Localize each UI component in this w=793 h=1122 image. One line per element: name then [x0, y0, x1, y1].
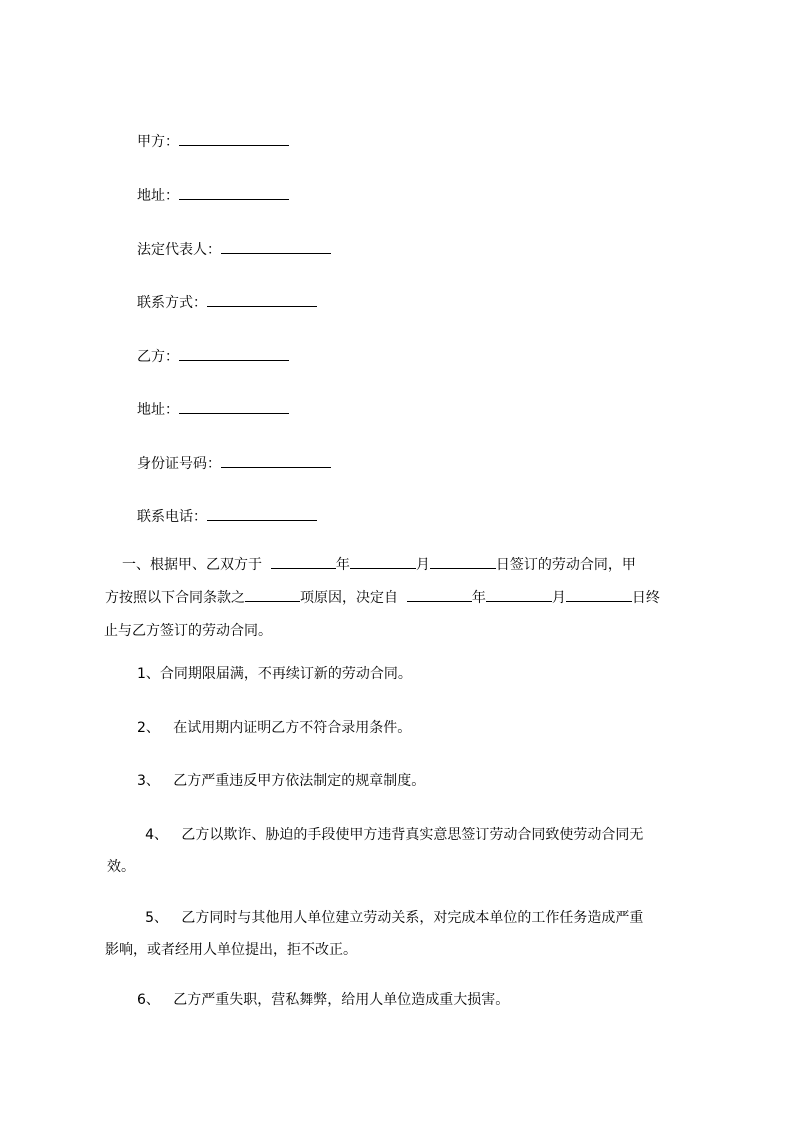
- contact-phone-blank[interactable]: [207, 506, 317, 521]
- item-continuation: 影响，或者经用人单位提出，拒不改正。: [105, 942, 357, 958]
- item-number: 4、: [145, 827, 168, 843]
- paragraph-line-1: [105, 550, 700, 580]
- paragraph-line-3: [104, 616, 700, 646]
- id-number-blank[interactable]: [221, 453, 331, 468]
- legal-representative-field: [137, 239, 331, 259]
- end-year-blank[interactable]: [407, 587, 472, 602]
- item-text: 乙方严重失职，营私舞弊，给用人单位造成重大损害。: [173, 992, 510, 1008]
- paragraph-text-1: 一、根据甲、乙双方于: [122, 557, 262, 573]
- end-year-label: 年: [471, 590, 486, 606]
- party-b-label: 乙方：: [137, 349, 179, 365]
- clause-blank[interactable]: [245, 587, 300, 602]
- party-a-label: 甲方：: [137, 134, 179, 150]
- paragraph-text-4: 止与乙方签订的劳动合同。: [104, 623, 272, 639]
- legal-representative-label: 法定代表人：: [137, 242, 221, 258]
- paragraph-text-3: 项原因，决定自: [300, 590, 398, 606]
- contact-method-blank[interactable]: [207, 292, 317, 307]
- sign-year-label: 年: [335, 557, 350, 573]
- item-number: 5、: [145, 910, 168, 926]
- party-b-address-field: [137, 399, 289, 419]
- item-number: 6、: [137, 992, 160, 1008]
- list-item: [105, 820, 705, 882]
- sign-year-blank[interactable]: [271, 554, 336, 569]
- party-a-address-label: 地址：: [137, 188, 179, 204]
- sign-month-label: 月: [415, 557, 430, 573]
- termination-paragraph: [105, 550, 700, 646]
- party-a-address-field: [137, 185, 289, 205]
- contact-phone-field: [137, 506, 317, 526]
- party-b-address-blank[interactable]: [179, 399, 289, 414]
- party-a-field: [137, 131, 289, 151]
- list-item: [137, 713, 411, 743]
- id-number-field: [137, 453, 331, 473]
- item-text: 乙方以欺诈、胁迫的手段使甲方违背真实意思签订劳动合同致使劳动合同无: [181, 827, 644, 843]
- sign-day-blank[interactable]: [430, 554, 496, 569]
- list-item: [137, 766, 425, 796]
- contact-method-label: 联系方式：: [137, 295, 207, 311]
- contact-method-field: [137, 292, 317, 312]
- item-number: 3、: [137, 773, 160, 789]
- paragraph-line-2: [105, 583, 700, 613]
- item-line: [105, 820, 705, 850]
- item-line: [105, 903, 705, 933]
- end-day-blank[interactable]: [566, 587, 632, 602]
- sign-day-label: 日签订的劳动合同，甲: [495, 557, 636, 573]
- sign-month-blank[interactable]: [350, 554, 416, 569]
- party-a-address-blank[interactable]: [179, 185, 289, 200]
- legal-representative-blank[interactable]: [221, 239, 331, 254]
- id-number-label: 身份证号码：: [137, 456, 221, 472]
- end-month-label: 月: [551, 590, 566, 606]
- party-b-blank[interactable]: [179, 346, 289, 361]
- list-item: [105, 903, 705, 965]
- end-day-label: 日终: [631, 590, 660, 606]
- item-continuation: 效。: [107, 859, 135, 875]
- item-text: 合同期限届满，不再续订新的劳动合同。: [159, 666, 412, 682]
- party-b-field: [137, 346, 289, 366]
- list-item: [137, 985, 509, 1015]
- end-month-blank[interactable]: [486, 587, 552, 602]
- party-a-blank[interactable]: [179, 131, 289, 146]
- party-b-address-label: 地址：: [137, 402, 179, 418]
- list-item: [137, 659, 412, 689]
- item-number: 1、: [137, 666, 160, 682]
- item-text: 乙方同时与其他用人单位建立劳动关系，对完成本单位的工作任务造成严重: [181, 910, 644, 926]
- item-text: 在试用期内证明乙方不符合录用条件。: [173, 720, 412, 736]
- contact-phone-label: 联系电话：: [137, 509, 207, 525]
- item-number: 2、: [137, 720, 160, 736]
- paragraph-text-2: 方按照以下合同条款之: [105, 590, 245, 606]
- item-text: 乙方严重违反甲方依法制定的规章制度。: [173, 773, 426, 789]
